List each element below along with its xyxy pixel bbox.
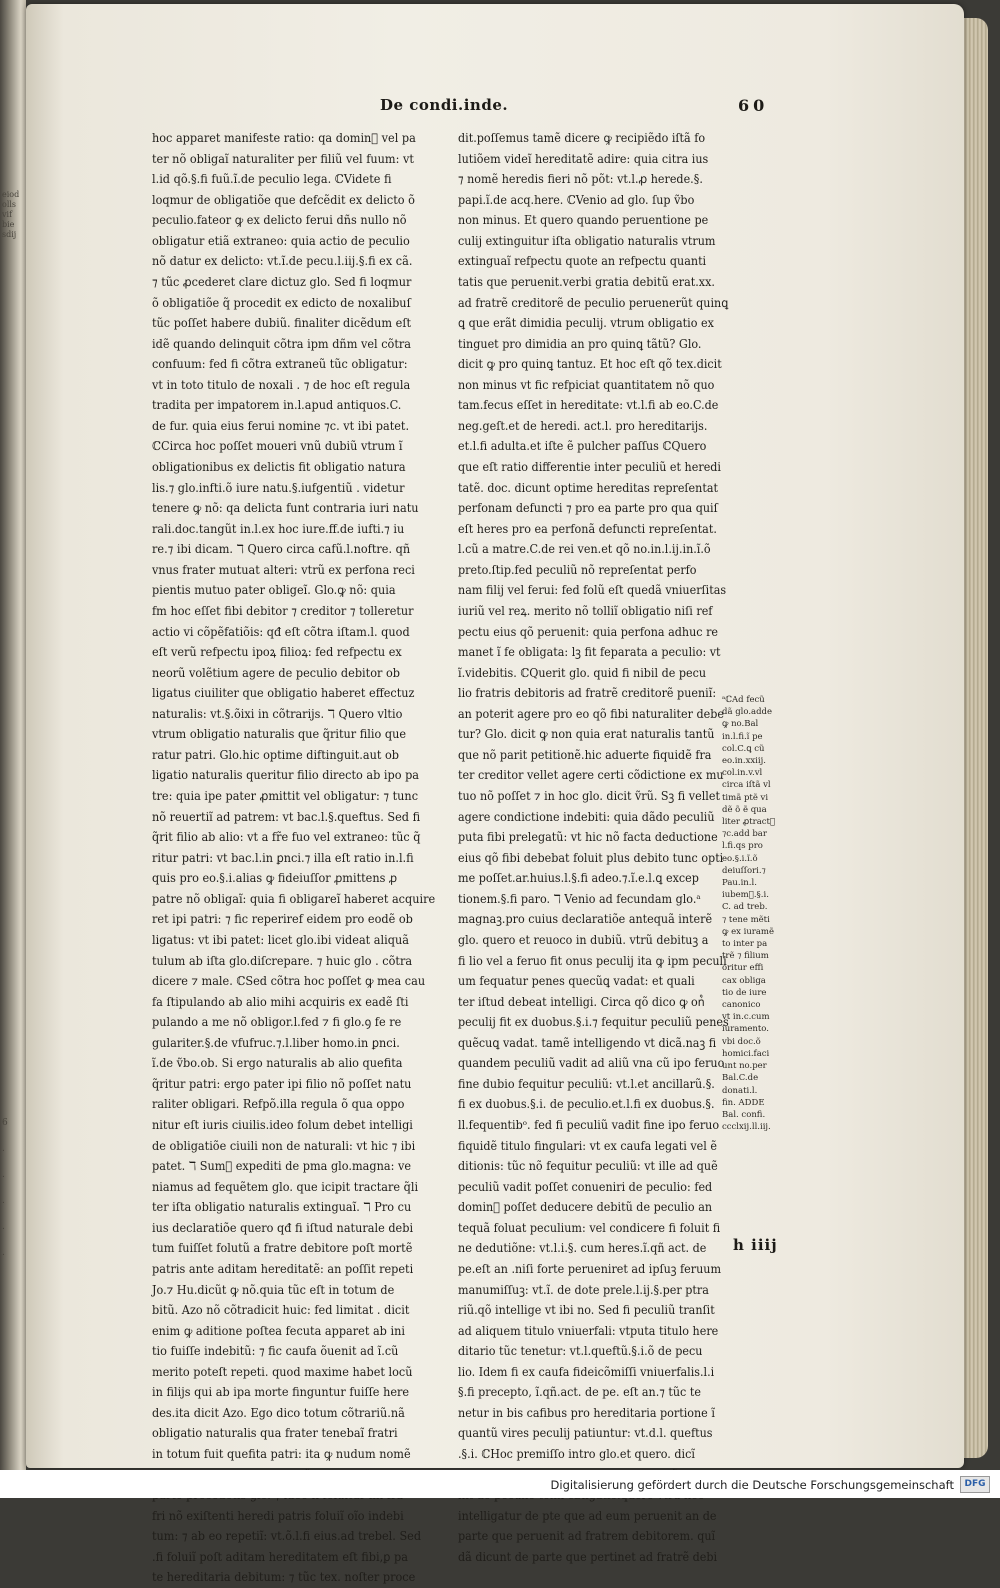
digitization-credit: Digitalisierung gefördert durch die Deutsche Forschungsgemeinschaft xyxy=(550,1478,954,1492)
text-line: enim ꝙ aditione poſtea fecuta apparet ab ini xyxy=(152,1323,405,1338)
text-line: re.⁊ ibi dicam. ℸ Quero circa cafũ.l.noftre. qñ xyxy=(152,542,411,557)
text-line: de obligatiõe ciuili non de naturali: vt hic ⁊ ibi xyxy=(152,1138,416,1153)
margin-note-line: ᵃℂAd fecũ xyxy=(722,695,765,705)
text-line: neg.geſt.et de heredi. act.l. pro hereditarijs. xyxy=(458,418,708,433)
text-line: fi lio vel a feruo fit onus peculij ita ꝙ ipm peculi xyxy=(458,953,727,968)
dfg-logo: DFG xyxy=(960,1476,990,1493)
text-line: ius declaratiõe quero qđ fi iſtud naturale debi xyxy=(152,1220,414,1235)
margin-note-line: l.fi.qs pro xyxy=(722,841,763,852)
text-line: l.id qõ.§.fi fuũ.ĩ.de peculio lega. ℂVidete fi xyxy=(152,172,392,187)
text-line: ligatio naturalis queritur filio directo ab ipo pa xyxy=(152,768,420,783)
text-line: des.ita dicit Azo. Ego dico totum cõtrariũ.nã xyxy=(152,1405,405,1420)
text-line: lio fratris debitoris ad fratrẽ creditorẽ pueniĩ: xyxy=(458,686,717,701)
text-line: bitũ. Azo nõ cõtradicit huic: fed limitat . dicit xyxy=(152,1303,410,1318)
text-line: patris ante aditam hereditatẽ: an poſſit repeti xyxy=(152,1261,414,1276)
left-text-column xyxy=(152,128,436,1588)
text-line: §.fi precepto, ĩ.qñ.act. de pe. eſt an.⁊ tũc te xyxy=(458,1385,701,1400)
margin-note-line: unt no.per xyxy=(722,1061,767,1072)
margin-note-line: Pau.in.l. xyxy=(722,878,757,889)
text-line: tionem.§.fi paro. ℸ Venio ad fecundam glo.ᵃ xyxy=(458,891,701,906)
text-line: an poterit agere pro eo qõ fibi naturaliter debe xyxy=(458,706,725,721)
text-line: tum: ⁊ ab eo repetiĩ: vt.õ.l.fi eius.ad trebel. Sed xyxy=(152,1529,422,1544)
text-line: puta fibi prelegatũ: vt hic nõ facta deductione xyxy=(458,830,718,845)
text-line: nõ datur ex delicto: vt.ĩ.de pecu.l.iij.§.fi ex cã. xyxy=(152,254,413,269)
text-line: lio. Idem fi ex caufa fideicõmiſſi vniuerfalis.l.i xyxy=(458,1364,715,1379)
text-line: ligatus: vt ibi patet: licet glo.ibi videat aliquã xyxy=(152,932,409,947)
text-line: dã dicunt de parte que pertinet ad fratrẽ debi xyxy=(458,1549,718,1564)
margin-note-line: iubem᷒.§.i. xyxy=(722,890,769,901)
text-line: ad aliquem titulo vniuerfali: vtputa titulo here xyxy=(458,1323,719,1338)
text-line: tre: quia ipe pater ꝓmittit vel obligatur: ⁊ tunc xyxy=(152,789,419,803)
text-line: gulariter.§.de vfufruc.⁊.l.liber homo.in ꝑnci. xyxy=(152,1035,400,1050)
text-line: non minus. Et quero quando peruentione pe xyxy=(458,213,709,228)
text-line: lutiõem videĩ hereditatẽ adire: quia citra ius xyxy=(458,151,709,166)
margin-note-line: liter ꝓtract᷒ xyxy=(722,817,776,828)
text-line: loqmur de obligatiõe que defcẽdit ex delicto õ xyxy=(152,192,415,207)
margin-note-line: col.C.ꝗ cũ xyxy=(722,743,765,754)
text-line: tuo nõ poſſet ⁊ in hoc glo. dicit ṽrũ. Sꝫ fi vellet xyxy=(458,789,720,803)
text-line: tatis que peruenit.verbi gratia debitũ erat.xx. xyxy=(458,274,715,289)
text-line: tenere ꝙ nõ: qa delicta funt contraria iuri natu xyxy=(152,501,419,516)
text-line: fri nõ exiſtenti heredi patris foluiĩ oĩo indebi xyxy=(152,1508,404,1523)
text-line: peculio.fateor ꝙ ex delicto ferui dñs nullo nõ xyxy=(152,213,407,228)
text-line: tum fuiſſet folutũ a fratre debitore poſt mortẽ xyxy=(152,1241,413,1256)
text-line: eius qõ fibi debebat foluit plus debito tunc opti xyxy=(458,850,724,865)
marginal-annotation xyxy=(722,694,788,1133)
text-line: ter nõ obligaĩ naturaliter per filiũ vel fuum: vt xyxy=(152,151,414,166)
text-line: ad fratrẽ creditorẽ de peculio peruenerũt quinꝗ xyxy=(458,295,729,310)
margin-note-line: dẽ õ ẽ qua xyxy=(722,804,767,815)
text-line: obligatur etiã extraneo: quia actio de peculio xyxy=(152,233,410,248)
text-line: nitur eſt iuris ciuilis.ideo folum debet intelligi xyxy=(152,1118,413,1132)
folio-number: 60 xyxy=(738,96,769,115)
text-line: dicit ꝙ pro quinꝗ tantuz. Et hoc eſt qõ tex.dicit xyxy=(458,357,722,372)
text-line: .§.i. ℂHoc premiſſo intro glo.et quero. dicĩ xyxy=(458,1447,695,1461)
margin-note-line: col.in.v.vl xyxy=(722,768,763,779)
text-line: tinguet pro dimidia an pro quinꝗ tãtũ? Glo. xyxy=(458,336,702,351)
text-line: confuum: fed fi cõtra extraneũ tũc obligatur: xyxy=(152,357,408,372)
text-line: me poſſet.ar.huius.l.§.fi adeo.⁊.ĩ.e.l.ꝗ excep xyxy=(458,871,699,886)
text-line: dicere ⁊ male. ℂSed cõtra hoc poſſet ꝙ mea cau xyxy=(152,974,426,989)
text-line: l.cũ a matre.C.de rei ven.et qõ no.in.l.ij.in.ĩ.õ xyxy=(458,542,711,557)
text-line: ꝗ que erãt dimidia peculij. vtrum obligatio ex xyxy=(458,316,714,331)
text-line: ret ipi patri: ⁊ fic reperiref eidem pro eodẽ ob xyxy=(152,912,413,927)
text-line: q̃rit filio ab alio: vt a fr̃e fuo vel extraneo: tũc q̃ xyxy=(152,830,421,845)
text-line: riũ.qõ intellige vt ibi no. Sed fi peculiũ tranſit xyxy=(458,1303,715,1318)
text-line: ratur patri. Glo.hic optime diftinguit.aut ob xyxy=(152,747,399,762)
margin-note-line: trẽ ⁊ filium xyxy=(722,951,769,962)
text-line: õ obligatiõe q̃ procedit ex edicto de noxalibuſ xyxy=(152,295,411,310)
right-text-column xyxy=(458,128,729,1567)
text-line: fa ſtipulando ab alio mihi acquiris ex eadẽ ſti xyxy=(152,994,409,1009)
text-line: ĩ.de ṽbo.ob. Si ergo naturalis ab alio quefita xyxy=(152,1056,403,1071)
text-line: tam.fecus eſſet in hereditate: vt.l.fi ab eo.C.de xyxy=(458,398,719,413)
text-line: parte que peruenit ad fratrem debitorem. quĩ xyxy=(458,1529,716,1544)
text-line: ĩ.videbitis. ℂQuerit glo. quid fi nibil de pecu xyxy=(458,665,707,680)
text-line: tradita per impatorem in.l.apud antiquos.C. xyxy=(152,398,402,413)
text-line: pientis mutuo pater obligeĩ. Glo.ꝙ nõ: quia xyxy=(152,583,396,598)
text-line: niamus ad fequẽtem glo. que icipit tractare q̃li xyxy=(152,1179,419,1194)
text-line: quis pro eo.§.i.alias ꝙ fideiuſſor ꝓmittens ꝓ xyxy=(152,871,398,886)
text-line: rali.doc.tangũt in.l.ex hoc iure.ff.de iufti.⁊ iu xyxy=(152,521,405,536)
text-line: Jo.⁊ Hu.dicũt ꝙ nõ.quia tũc eſt in totum de xyxy=(152,1282,395,1297)
left-page-fragment-text: eiod olls vif bie sdij xyxy=(2,190,20,239)
text-line: nam filij vel ferui: fed folũ eſt quedã vniuerſitas xyxy=(458,583,727,598)
text-line: eſt heres pro ea perfonã defuncti repreſentat. xyxy=(458,521,717,536)
text-line: vtrum obligatio naturalis que q̃ritur filio que xyxy=(152,727,407,742)
text-line: eſt verũ refpectu ipoꝝ filioꝝ: fed refpectu ex xyxy=(152,645,402,660)
text-line: ter creditor vellet agere certi cõdictione ex mu xyxy=(458,768,724,783)
text-line: ℂCirca hoc poſſet moueri vnũ dubiũ vtrum ĩ xyxy=(152,439,403,454)
text-line: manumiſſuꝫ: vt.ĩ. de dote prele.l.ij.§.per ptra xyxy=(458,1282,709,1297)
text-line: perfonam defuncti ⁊ pro ea parte pro qua quiſ xyxy=(458,501,718,516)
text-line: non minus vt fic refpiciat quantitatem nõ quo xyxy=(458,377,715,392)
text-line: peculiũ vadit poſſet conueniri de peculio: fed xyxy=(458,1179,713,1194)
text-line: ter iſta obligatio naturalis extinguaĩ. ℸ Pro cu xyxy=(152,1200,412,1215)
text-line: que nõ parit petitionẽ.hic aduerte fiquidẽ fra xyxy=(458,747,712,762)
text-line: hoc apparet manifeste ratio: qa domin᷒ vel pa xyxy=(152,131,416,145)
text-line: netur in bis cafibus pro hereditaria portione ĩ xyxy=(458,1405,715,1420)
left-page-edge xyxy=(0,0,26,1470)
margin-note-line: ꝙ no.Bal xyxy=(722,719,759,730)
margin-note-line: homici.faci xyxy=(722,1048,770,1059)
margin-note-line: C. ad treb. xyxy=(722,902,768,913)
text-line: glo. quero et reuoco in dubiũ. vtrũ debituꝫ a xyxy=(458,932,709,947)
margin-note-line: eo.§.i.ĩ.õ xyxy=(722,853,758,864)
text-line: fine dubio fequitur peculiũ: vt.l.et ancillarũ.§. xyxy=(458,1076,715,1091)
margin-note-line: dã glo.adde xyxy=(722,707,773,718)
text-line: agere condictione indebiti: quia dãdo peculiũ xyxy=(458,809,715,824)
text-line: um fequatur penes quecũꝗ vadat: et quali xyxy=(458,974,695,989)
text-line: fiquidẽ titulo fingulari: vt ex caufa legati vel ẽ xyxy=(458,1138,718,1153)
text-line: manet ĩ fe obligata: lꝫ fit feparata a peculio: vt xyxy=(458,645,721,660)
text-line: nõ reuertiĩ ad patrem: vt bac.l.§.queftus. Sed fi xyxy=(152,809,421,824)
text-line: domin᷒ poſſet deducere debitũ de peculio an xyxy=(458,1200,713,1215)
margin-note-line: fin. ADDE xyxy=(722,1097,765,1108)
margin-note-line: ꝙ ex iuramẽ xyxy=(722,926,775,937)
text-line: quandem peculiũ vadit ad aliũ vna cũ ipo feruo xyxy=(458,1056,725,1071)
text-line: vt in toto titulo de noxali . ⁊ de hoc eſt regula xyxy=(152,377,411,392)
margin-note-line: donati.l. xyxy=(722,1085,758,1096)
text-line: iuriũ vel reꝝ. merito nõ tolliĩ obligatio niſi ref xyxy=(458,603,713,618)
text-line: ritur patri: vt bac.l.in ꝑnci.⁊ illa eſt ratio in.l.fi xyxy=(152,850,414,865)
text-line: ter iſtud debeat intelligi. Circa qõ dico ꝙ on᷒ xyxy=(458,994,705,1009)
margin-note-line: cax obliga xyxy=(722,975,766,986)
margin-note-line: ⁊ tene mẽti xyxy=(722,914,770,925)
text-line: idẽ quando delinquit cõtra ipm dñm vel cõtra xyxy=(152,336,411,351)
text-line: de fur. quia eius ferui nomine ⁊c. vt ibi patet. xyxy=(152,418,410,433)
text-line: pulando a me nõ obligor.l.fed ⁊ fi glo.ꝯ fe re xyxy=(152,1015,402,1030)
text-line: extinguaĩ refpectu quote an refpectu quanti xyxy=(458,254,707,269)
text-line: in totum fuit quefita patri: ita ꝙ nudum nomẽ xyxy=(152,1447,411,1461)
text-line: fm hoc eſſet fibi debitor ⁊ creditor ⁊ tolleretur xyxy=(152,603,414,618)
text-line: neorũ volẽtium agere de peculio debitor ob xyxy=(152,665,400,680)
text-line: quẽcuꝗ vadat. tamẽ intelligendo vt dicã.naꝫ fi xyxy=(458,1035,717,1050)
text-line: quantũ vires peculij patiuntur: vt.d.l. queftus xyxy=(458,1426,713,1441)
text-line: naturalis: vt.§.õixi in cõtrarijs. ℸ Quero vltio xyxy=(152,706,403,721)
margin-note-line: ⁊c.add bar xyxy=(722,829,767,840)
text-line: vnus frater mutuat alteri: vtrũ ex perfona reci xyxy=(152,562,415,577)
text-line: que eſt ratio differentie inter peculiũ et heredi xyxy=(458,460,722,474)
text-line: dit.poſſemus tamẽ dicere ꝙ recipiẽdo iſtã fo xyxy=(458,131,706,145)
margin-note-line: tio de iure xyxy=(722,987,767,998)
margin-note-line: to inter pa xyxy=(722,939,768,950)
text-line: raliter obligari. Refpõ.illa regula õ qua oppo xyxy=(152,1097,405,1112)
text-line: pe.eſt an .niſi forte perueniret ad ipſuꝫ feruum xyxy=(458,1261,722,1276)
text-line: .fi foluiĩ poſt aditam hereditatem eſt fibi,ꝑ pa xyxy=(152,1549,408,1564)
margin-note-line: Bal.C.de xyxy=(722,1073,759,1084)
margin-note-line: Bal. confi. xyxy=(722,1109,766,1120)
margin-note-line: deiuſſori.⁊ xyxy=(722,865,766,876)
text-line: obligationibus ex delictis fit obligatio natura xyxy=(152,460,406,474)
text-line: merito poteſt repeti. quod maxime habet locũ xyxy=(152,1364,413,1379)
text-line: q̃ritur patri: ergo pater ipi filio nõ poſſet natu xyxy=(152,1076,412,1091)
text-line: ⁊ nomẽ heredis fieri nõ põt: vt.l.ꝓ herede.§. xyxy=(458,172,703,187)
text-line: tio fuiſſe indebitũ: ⁊ fic caufa õuenit ad ĩ.cũ xyxy=(152,1344,399,1359)
text-line: patre nõ obligaĩ: quia fi obligareĩ haberet acquire xyxy=(152,891,436,906)
margin-note-line: oritur effi xyxy=(722,963,764,974)
left-page-fragment-marks: 6 . . . . . xyxy=(2,1118,8,1258)
text-line: preto.ſtip.fed peculiũ nõ repreſentat perfo xyxy=(458,562,697,577)
margin-note-line: canonico xyxy=(722,1000,761,1011)
text-line: tatẽ. doc. dicunt optime hereditas repreſentat xyxy=(458,480,718,495)
text-line: magnaꝫ.pro cuius declaratiõe antequã interẽ xyxy=(458,912,713,927)
signature-mark: h iiij xyxy=(733,1236,778,1254)
text-line: te hereditaria debitum: ⁊ tũc tex. noſter proce xyxy=(152,1570,416,1585)
margin-note-line: timã ptẽ vi xyxy=(722,792,769,803)
text-line: obligatio naturalis qua frater tenebaĩ fratri xyxy=(152,1426,398,1441)
text-line: ditario tũc tenetur: vt.l.queftũ.§.i.õ de pecu xyxy=(458,1344,703,1359)
text-line: tũc poſſet habere dubiũ. finaliter dicẽdum eſt xyxy=(152,316,412,331)
margin-note-line: eo.in.xxiij. xyxy=(722,756,766,767)
text-line: ligatus ciuiliter que obligatio haberet effectuz xyxy=(152,686,415,701)
text-line: tur? Glo. dicit ꝙ non quia erat naturalis tantũ xyxy=(458,727,715,742)
text-line: peculij fit ex duobus.§.i.⁊ fequitur peculiũ penes xyxy=(458,1015,729,1030)
running-head: De condi.inde. xyxy=(380,96,509,114)
text-line: papi.ĩ.de acq.here. ℂVenio ad glo. ſup ṽbo xyxy=(458,192,695,207)
margin-note-line: circa iſtã vl xyxy=(722,780,771,791)
text-line: ne dedutiõne: vt.l.i.§. cum heres.ĩ.qñ act. de xyxy=(458,1241,707,1256)
text-line: lis.⁊ glo.infti.õ iure natu.§.iufgentiũ . videtur xyxy=(152,480,405,495)
text-line: ll.fequentibᵒ. fed fi peculiũ vadit fine ipo feruo xyxy=(458,1118,720,1132)
text-line: culij extinguitur iſta obligatio naturalis vtrum xyxy=(458,233,716,248)
margin-note-line: ccclxij.ll.iij. xyxy=(722,1122,771,1133)
text-line: in filijs qui ab ipa morte finguntur fuiſſe here xyxy=(152,1385,410,1400)
text-line: fi ex duobus.§.i. de peculio.et.l.fi ex duobus.§. xyxy=(458,1097,715,1112)
text-line: intelligatur de pte que ad eum peruenit an de xyxy=(458,1508,717,1523)
text-line: tequã foluat peculium: vel condicere fi foluit fi xyxy=(458,1220,721,1235)
margin-note-line: in.l.fi.ĩ pe xyxy=(722,731,763,742)
text-line: pectu eius qõ peruenit: quia perfona adhuc re xyxy=(458,624,719,639)
text-line: et.l.fi adulta.et iſte ẽ pulcher paſſus ℂQuero xyxy=(458,439,707,454)
text-line: actio vi cõpẽfatiõis: qđ eſt cõtra iſtam.l. quod xyxy=(152,624,410,639)
text-line: ditionis: tũc nõ fequitur peculiũ: vt ille ad quẽ xyxy=(458,1159,718,1174)
margin-note-line: vbi doc.õ xyxy=(722,1036,761,1047)
text-line: patet. ℸ Sum᷒ expediti de pma glo.magna: ve xyxy=(152,1159,412,1174)
margin-note-line: iuramento. xyxy=(722,1024,769,1035)
text-line: tulum ab iſta glo.diſcrepare. ⁊ huic glo . cõtra xyxy=(152,953,413,968)
margin-note-line: vt in.c.cum xyxy=(722,1012,770,1023)
text-line: ⁊ tũc ꝓcederet clare dictuz glo. Sed fi loqmur xyxy=(152,274,412,289)
